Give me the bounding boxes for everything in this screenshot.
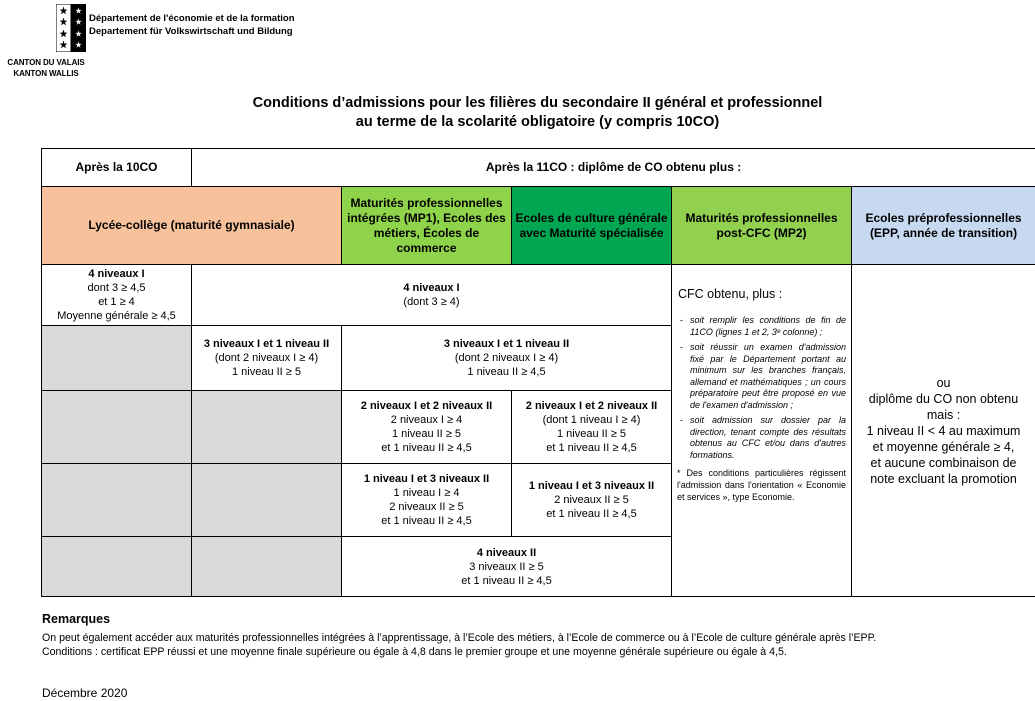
mp2-title: CFC obtenu, plus : <box>678 287 783 301</box>
cell-line: Moyenne générale ≥ 4,5 <box>57 310 176 322</box>
cell-line: (dont 2 niveaux I ≥ 4) <box>454 352 559 364</box>
cell-title: 1 niveau I et 3 niveaux II <box>528 480 655 492</box>
cell-lycee-after10 <box>42 265 192 326</box>
cell-line: 2 niveaux I ≥ 4 <box>390 414 463 426</box>
cell-line: et 1 niveau II ≥ 4,5 <box>546 508 637 520</box>
col-header-mp1: Maturités professionnelles intégrées (MP1), Ecoles des métiers, Écoles de commerce <box>342 187 512 265</box>
cell-empty <box>42 326 192 391</box>
cell-line: (dont 1 niveau I ≥ 4) <box>542 414 641 426</box>
page-title <box>0 94 1035 132</box>
title-line-2: au terme de la scolarité obligatoire (y compris 10CO) <box>355 114 720 130</box>
epp-line: et moyenne générale ≥ 4, <box>872 439 1015 454</box>
cell-mp1-ecg-3i-1ii <box>342 326 672 391</box>
cell-empty <box>42 464 192 537</box>
canton-name-fr: CANTON DU VALAIS <box>7 58 85 67</box>
epp-line: mais : <box>926 407 961 422</box>
canton-valais-logo <box>56 4 86 52</box>
col-header-epp: Ecoles préprofessionnelles (EPP, année de transition) <box>852 187 1035 265</box>
cell-empty <box>192 464 342 537</box>
epp-line: ou <box>936 375 951 390</box>
dept-name-de: Departement für Volkswirtschaft und Bildung <box>89 26 293 37</box>
cell-empty <box>192 391 342 464</box>
cell-line: dont 3 ≥ 4,5 <box>87 282 146 294</box>
cell-4-niveaux-i <box>192 265 672 326</box>
cell-line: et 1 ≥ 4 <box>98 296 135 308</box>
after-11co-header: Après la 11CO : diplôme de CO obtenu plus : <box>192 149 1035 187</box>
cell-4-niveaux-ii <box>342 537 672 597</box>
table-row <box>42 265 1035 326</box>
header-row-2 <box>42 187 1035 265</box>
cell-title: 4 niveaux I <box>403 282 460 294</box>
admission-table <box>41 148 1035 597</box>
remarks-text <box>42 631 876 659</box>
document-date: Décembre 2020 <box>42 686 128 700</box>
cell-empty <box>192 537 342 597</box>
cell-line: et 1 niveau II ≥ 4,5 <box>546 442 637 454</box>
header-row-1 <box>42 149 1035 187</box>
cell-line: 1 niveau II ≥ 5 <box>391 428 462 440</box>
cell-mp1-1i-3ii <box>342 464 512 537</box>
canton-names <box>2 57 90 79</box>
cell-line: 2 niveaux II ≥ 5 <box>554 494 629 506</box>
remark-line: On peut également accéder aux maturités professionnelles intégrées à l’apprentissage, à l’Ecole des métiers, à l’Ecole de commerce ou à l’Ecole de culture générale après l’EPP. <box>42 632 877 644</box>
cell-empty <box>42 537 192 597</box>
cell-line: 1 niveau II ≥ 4,5 <box>467 366 546 378</box>
cell-line: et 1 niveau II ≥ 4,5 <box>381 442 472 454</box>
cell-line: 1 niveau I ≥ 4 <box>393 487 460 499</box>
cell-ecg-1i-3ii <box>512 464 672 537</box>
department-names <box>89 12 295 38</box>
list-item: - soit remplir les conditions de fin de 11CO (lignes 1 et 2, 3ᵉ colonne) ; <box>680 315 846 337</box>
dept-name-fr: Département de l'économie et de la formation <box>89 13 295 24</box>
cell-title: 1 niveau I et 3 niveaux II <box>363 473 490 485</box>
cell-line: 1 niveau II ≥ 5 <box>556 428 627 440</box>
canton-name-de: KANTON WALLIS <box>13 69 79 78</box>
mp2-footnote: * Des conditions particulières régissent l'admission dans l'orientation « Economie et services », type Economie. <box>677 468 846 502</box>
cell-ecg-2i-2ii <box>512 391 672 464</box>
epp-line: diplôme du CO non obtenu <box>868 391 1019 406</box>
cell-empty <box>42 391 192 464</box>
mp2-list <box>677 315 846 461</box>
cell-line: et 1 niveau II ≥ 4,5 <box>461 574 552 587</box>
cell-title: 4 niveaux II <box>476 546 537 559</box>
cell-line: 3 niveaux II ≥ 5 <box>469 560 544 573</box>
cell-line: (dont 3 ≥ 4) <box>403 296 460 308</box>
cell-title: 3 niveaux I et 1 niveau II <box>203 338 330 350</box>
after-10co-header: Après la 10CO <box>42 149 192 187</box>
title-line-1: Conditions d’admissions pour les filières du secondaire II général et professionnel <box>252 95 823 111</box>
cell-lycee-3i-1ii <box>192 326 342 391</box>
epp-line: 1 niveau II < 4 au maximum <box>866 423 1021 438</box>
epp-line: note excluant la promotion <box>870 471 1017 486</box>
epp-line: et aucune combinaison de <box>870 455 1017 470</box>
cell-line: 1 niveau II ≥ 5 <box>231 366 302 378</box>
cell-title: 2 niveaux I et 2 niveaux II <box>360 400 493 412</box>
list-item: - soit réussir un examen d'admission fixé par le Département portant au minimum sur les branches français, allemand et mathématiques ; un cours préparatoire peut être proposé en vue de l'examen d'admission ; <box>680 342 846 410</box>
cell-epp-conditions <box>852 265 1035 597</box>
cell-title: 2 niveaux I et 2 niveaux II <box>525 400 658 412</box>
col-header-mp2: Maturités professionnelles post-CFC (MP2) <box>672 187 852 265</box>
cell-title: 4 niveaux I <box>88 268 145 280</box>
cell-title: 3 niveaux I et 1 niveau II <box>443 338 570 350</box>
remark-line: Conditions : certificat EPP réussi et une moyenne finale supérieure ou égale à 4,8 dans le premier groupe et une moyenne générale supérieure ou égale à 4,5. <box>42 646 787 658</box>
col-header-ecg: Ecoles de culture générale avec Maturité spécialisée <box>512 187 672 265</box>
cell-mp2-conditions <box>672 265 852 597</box>
list-item: - soit admission sur dossier par la direction, tenant compte des résultats obtenus au CFC et/ou dans d'autres formations. <box>680 415 846 460</box>
cell-line: (dont 2 niveaux I ≥ 4) <box>214 352 319 364</box>
remarks-title: Remarques <box>42 612 111 626</box>
cell-mp1-2i-2ii <box>342 391 512 464</box>
cell-line: 2 niveaux II ≥ 5 <box>389 501 464 513</box>
col-header-lycee: Lycée-collège (maturité gymnasiale) <box>42 187 342 265</box>
cell-line: et 1 niveau II ≥ 4,5 <box>381 515 472 527</box>
